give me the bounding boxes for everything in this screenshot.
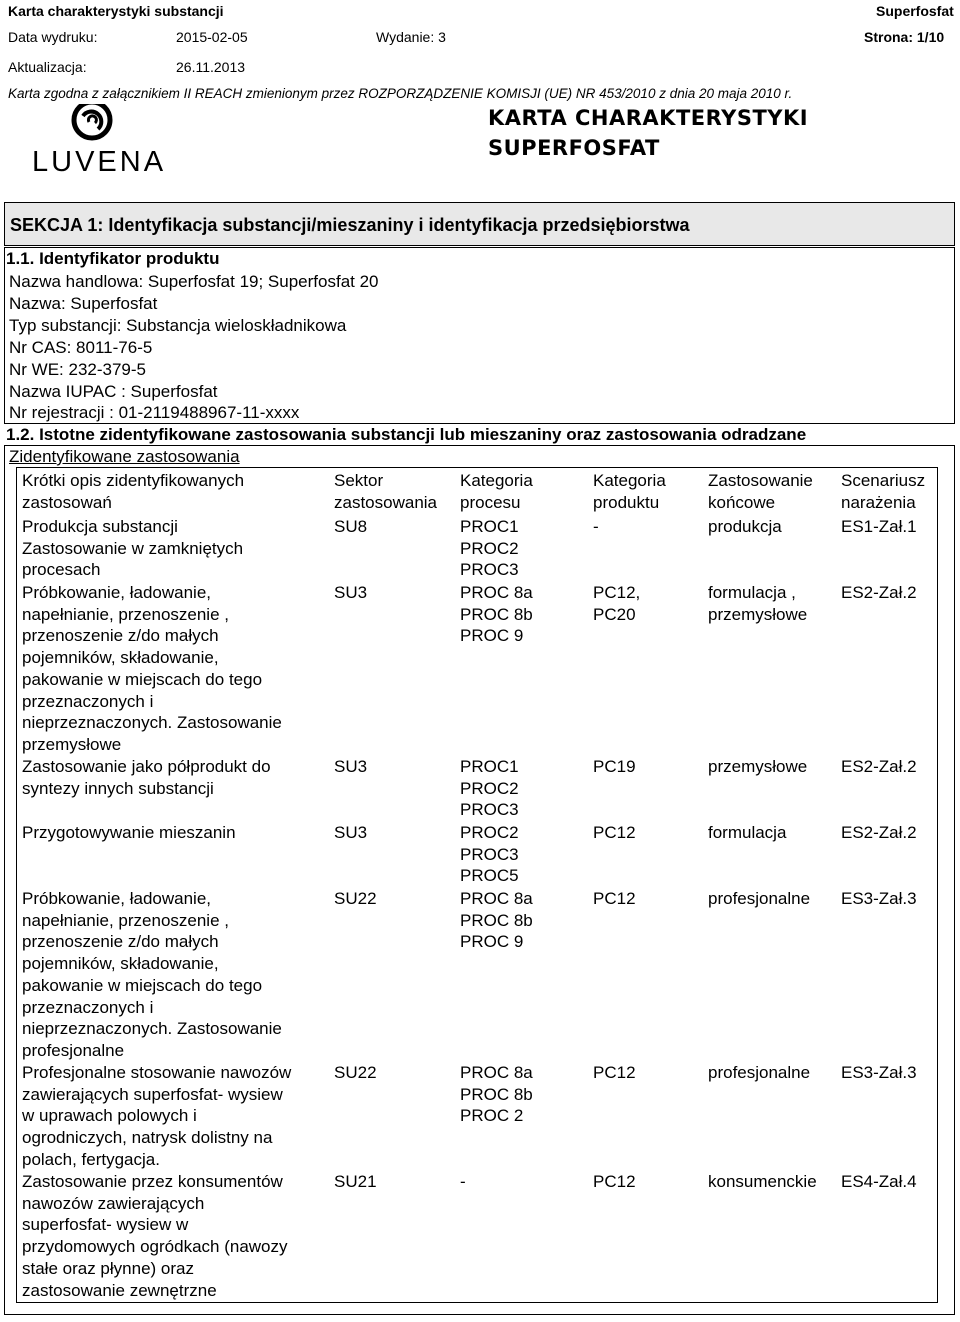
print-date: 2015-02-05	[176, 29, 248, 45]
table-cell-sector: SU22	[334, 1063, 377, 1082]
table-header-end-use: Zastosowanie końcowe	[708, 471, 813, 512]
table-cell-end-use: profesjonalne	[708, 889, 811, 908]
identifier-line: Typ substancji: Substancja wieloskładnikowa	[9, 316, 347, 335]
document-title-line1: KARTA CHARAKTERYSTYKI	[488, 106, 809, 130]
table-cell-use-description: Przygotowywanie mieszanin	[22, 823, 236, 842]
table-header-process-category: Kategoria procesu	[460, 471, 533, 512]
header-row-1	[0, 0, 960, 22]
table-cell-end-use: formulacja	[708, 823, 787, 842]
table-cell-process-category: PROC 8a PROC 8b PROC 2	[460, 1063, 533, 1126]
identifier-line: Nr CAS: 8011-76-5	[9, 338, 153, 357]
table-cell-process-category: PROC 8a PROC 8b PROC 9	[460, 889, 533, 952]
table-cell-sector: SU3	[334, 823, 368, 842]
table-cell-process-category: PROC 8a PROC 8b PROC 9	[460, 583, 533, 646]
table-cell-exposure-scenario: ES3-Zał.3	[841, 1063, 917, 1082]
update-date: 26.11.2013	[176, 59, 246, 75]
table-cell-end-use: formulacja , przemysłowe	[708, 583, 808, 624]
table-cell-product-category: PC12	[593, 823, 636, 842]
table-cell-sector: SU22	[334, 889, 377, 908]
table-cell-product-category: PC12	[593, 1063, 636, 1082]
table-cell-use-description: Próbkowanie, ładowanie, napełnianie, przenoszenie , przenoszenie z/do małych pojemników, składowanie, pakowanie w miejscach do tego przeznaczonych i nieprzeznaczonych. Zastosowanie przemysłowe	[22, 583, 282, 754]
subsection-1-2: 1.2. Istotne zidentyfikowane zastosowania substancji lub mieszaniny oraz zastosowania odradzane	[6, 425, 807, 444]
print-date-label: Data wydruku:	[8, 29, 98, 45]
table-cell-exposure-scenario: ES2-Zał.2	[841, 757, 917, 776]
page-header	[0, 0, 960, 90]
reach-note: Karta zgodna z załącznikiem II REACH zmienionym przez ROZPORZĄDZENIE KOMISJI (UE) NR 453/2010 z dnia 20 maja 2010 r.	[8, 86, 793, 101]
table-header-exposure-scenario: Scenariusz narażenia	[841, 471, 926, 512]
identifier-line: Nazwa IUPAC : Superfosfat	[9, 382, 218, 401]
table-cell-use-description: Zastosowanie jako półprodukt do syntezy innych substancji	[22, 757, 271, 798]
table-cell-exposure-scenario: ES2-Zał.2	[841, 583, 917, 602]
table-cell-end-use: przemysłowe	[708, 757, 808, 776]
section-heading: SEKCJA 1: Identyfikacja substancji/mieszaniny i identyfikacja przedsiębiorstwa	[4, 202, 955, 246]
table-cell-product-category: -	[593, 517, 599, 536]
table-cell-product-category: PC19	[593, 757, 636, 776]
edition: Wydanie: 3	[376, 29, 446, 45]
table-cell-product-category: PC12, PC20	[593, 583, 641, 624]
table-cell-sector: SU8	[334, 517, 368, 536]
table-cell-process-category: -	[460, 1172, 466, 1191]
table-cell-process-category: PROC1 PROC2 PROC3	[460, 757, 519, 820]
table-cell-sector: SU3	[334, 757, 368, 776]
logo-text: LUVENA	[32, 146, 167, 178]
table-cell-end-use: profesjonalne	[708, 1063, 811, 1082]
header-product: Superfosfat	[876, 3, 954, 19]
table-cell-end-use: konsumenckie	[708, 1172, 817, 1191]
doc-title: Karta charakterystyki substancji	[8, 3, 224, 19]
table-cell-process-category: PROC1 PROC2 PROC3	[460, 517, 519, 580]
document-title-line2: SUPERFOSFAT	[488, 136, 660, 160]
subsection-1-1: 1.1. Identyfikator produktu	[6, 249, 220, 268]
table-cell-sector: SU3	[334, 583, 368, 602]
table-cell-exposure-scenario: ES1-Zał.1	[841, 517, 917, 536]
table-cell-exposure-scenario: ES2-Zał.2	[841, 823, 917, 842]
header-row-3	[0, 56, 960, 78]
table-header-use-description: Krótki opis zidentyfikowanych zastosowań	[22, 471, 245, 512]
page-number: Strona: 1/10	[864, 29, 945, 45]
table-cell-use-description: Profesjonalne stosowanie nawozów zawierających superfosfat- wysiew w uprawach polowych i ogrodniczych, natrysk dolistny na polach, fertygacja.	[22, 1063, 292, 1169]
table-cell-use-description: Produkcja substancji Zastosowanie w zamkniętych procesach	[22, 517, 244, 580]
table-cell-use-description: Próbkowanie, ładowanie, napełnianie, przenoszenie , przenoszenie z/do małych pojemników, składowanie, pakowanie w miejscach do tego przeznaczonych i nieprzeznaczonych. Zastosowanie profesjonalne	[22, 889, 282, 1060]
identifier-line: Nr rejestracji : 01-2119488967-11-xxxx	[9, 403, 300, 422]
table-cell-process-category: PROC2 PROC3 PROC5	[460, 823, 519, 886]
table-cell-sector: SU21	[334, 1172, 377, 1191]
header-row-2	[0, 26, 960, 48]
table-header-product-category: Kategoria produktu	[593, 471, 666, 512]
table-cell-exposure-scenario: ES3-Zał.3	[841, 889, 917, 908]
table-cell-use-description: Zastosowanie przez konsumentów nawozów zawierających superfosfat- wysiew w przydomowych ogródkach (nawozy stałe oraz płynne) oraz zastosowanie zewnętrzne	[22, 1172, 288, 1300]
table-cell-product-category: PC12	[593, 1172, 636, 1191]
table-cell-end-use: produkcja	[708, 517, 782, 536]
table-header-sector: Sektor zastosowania	[334, 471, 438, 512]
uses-heading: Zidentyfikowane zastosowania	[9, 447, 240, 466]
update-label: Aktualizacja:	[8, 59, 87, 75]
table-cell-product-category: PC12	[593, 889, 636, 908]
identifier-line: Nazwa: Superfosfat	[9, 294, 158, 313]
identifier-line: Nazwa handlowa: Superfosfat 19; Superfosfat 20	[9, 272, 379, 291]
table-cell-exposure-scenario: ES4-Zał.4	[841, 1172, 917, 1191]
identifier-line: Nr WE: 232-379-5	[9, 360, 146, 379]
